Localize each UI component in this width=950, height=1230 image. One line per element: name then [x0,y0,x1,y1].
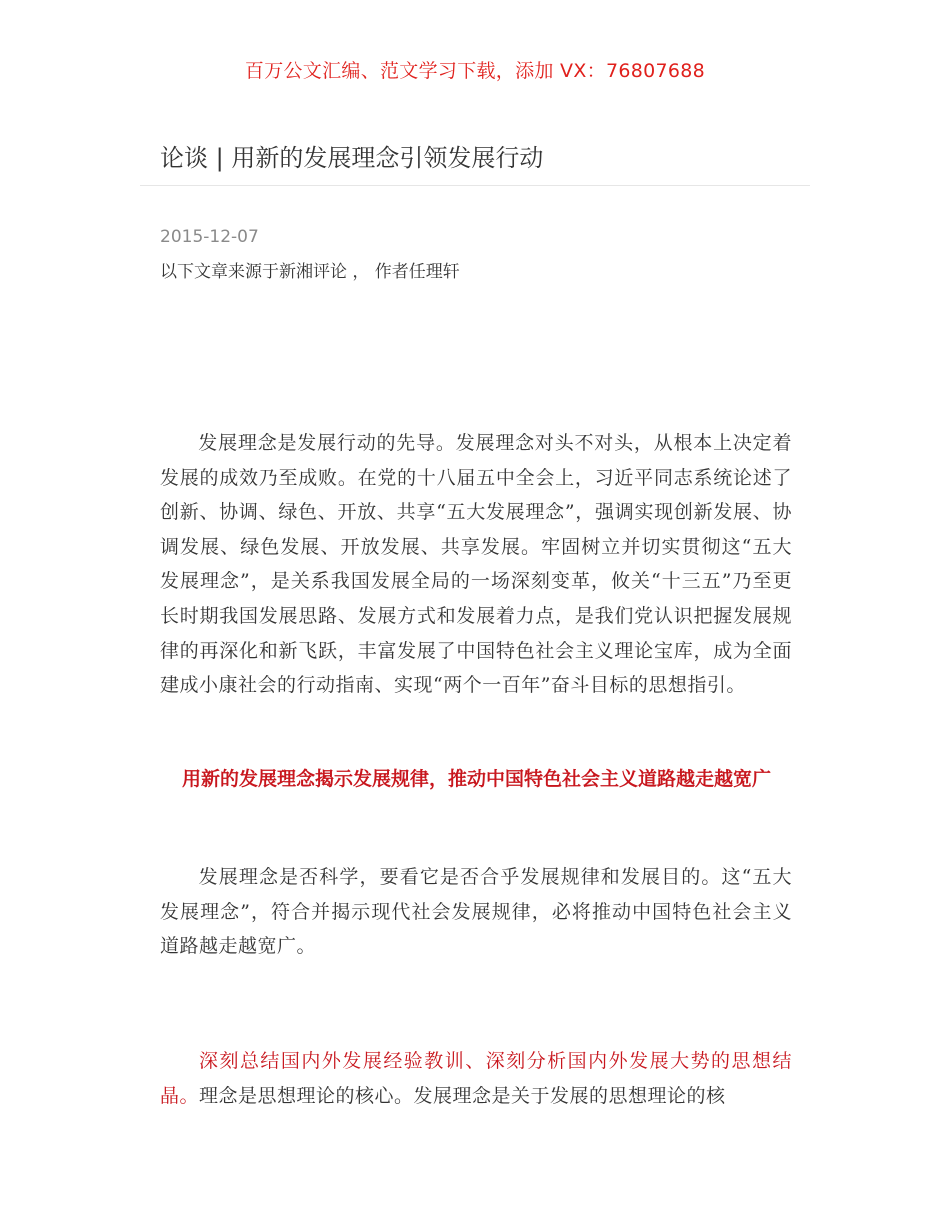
article-title: 论谈 | 用新的发展理念引领发展行动 [160,144,544,172]
promo-banner: 百万公文汇编、范文学习下载，添加 VX：76807688 [244,60,706,82]
paragraph-2-text: 发展理念是否科学，要看它是否合乎发展规律和发展目的。这“五大发展理念”，符合并揭示现代社会发展规律，必将推动中国特色社会主义道路越走越宽广。 [160,866,792,958]
body-paragraph-3 [160,1044,792,1113]
title-divider [140,185,810,186]
body-paragraph-2 [160,860,792,964]
article-source: 以下文章来源于新湘评论 ， 作者任理轩 [160,262,460,282]
paragraph-3-text: 理念是思想理论的核心。发展理念是关于发展的思想理论的核 [199,1084,726,1107]
paragraph-1-text: 发展理念是发展行动的先导。发展理念对头不对头，从根本上决定着发展的成效乃至成败。在党的十八届五中全会上，习近平同志系统论述了创新、协调、绿色、开放、共享“五大发展理念”，强调实现创新发展、协调发展、绿色发展、开放发展、共享发展。牢固树立并切实贯彻这“五大发展理念”，是关系我国发展全局的一场深刻变革，攸关“十三五”乃至更长时期我国发展思路、发展方式和发展着力点，是我们党认识把握发展规律的再深化和新飞跃，丰富发展了中国特色社会主义理论宝库，成为全面建成小康社会的行动指南、实现“两个一百年”奋斗目标的思想指引。 [160,432,792,697]
publish-date: 2015-12-07 [160,227,259,247]
section-heading: 用新的发展理念揭示发展规律，推动中国特色社会主义道路越走越宽广 [182,768,772,790]
body-paragraph-1 [160,426,792,703]
paragraph-3-highlight: 深刻总结国内外发展经验教训、深刻分析国内外发展大势的思想结晶。 [160,1050,792,1107]
